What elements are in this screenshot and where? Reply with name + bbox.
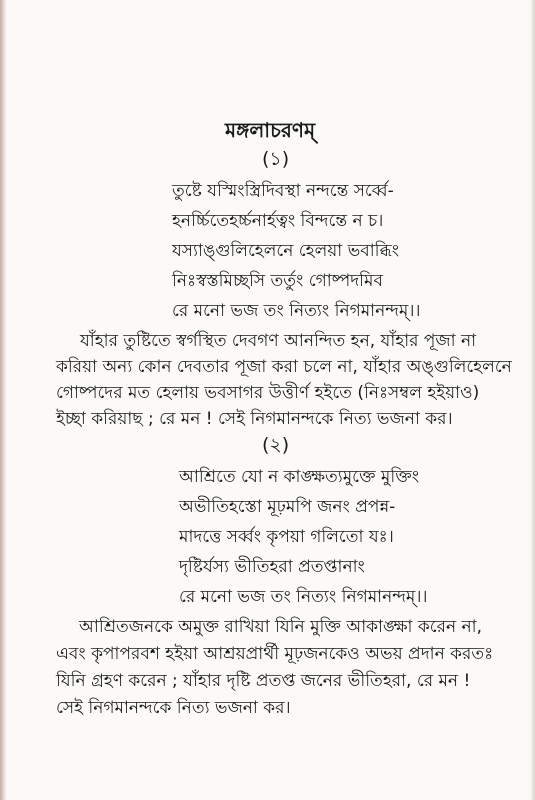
section-2-verse-line-5: রে মনো ভজ তং নিত্যং নিগমানন্দম্।। (179, 587, 428, 607)
section-1-verse-line-4: নিঃস্বস্তমিচ্ছসি তর্তুং গোষ্পদমিব (172, 271, 383, 291)
section-2-prose-line-1: আশ্রিতজনকে অমুক্ত রাখিয়া যিনি মুক্তি আকাঙ্ক্ষা করেন না, (79, 617, 482, 637)
section-2-prose-line-4: সেই নিগমানন্দকে নিত্য ভজনা কর। (56, 698, 291, 718)
page-right-edge (530, 0, 535, 800)
section-2-verse-line-4: দৃষ্টির্যস্য ভীতিহরা প্রতপ্তানাং (179, 557, 365, 577)
section-2-verse-line-2: অভীতিহস্তো মূঢ়মপি জনং প্রপন্ন- (179, 497, 396, 517)
section-1-prose-line-3: গোষ্পদের মত হেলায় ভবসাগর উত্তীর্ণ হইতে (নিঃসম্বল হইয়াও) (56, 383, 480, 403)
section-2-verse-line-3: মাদত্তে সর্ব্বং কৃপয়া গলিতো যঃ। (179, 527, 394, 547)
section-2-number: (২) (262, 434, 290, 456)
section-1-prose-line-1: যাঁহার তুষ্টিতে স্বর্গস্থিত দেবগণ আনন্দিত হন, যাঁহার পূজা না (80, 331, 477, 351)
section-1-verse-line-2: হনর্চ্চিতেহর্চ্চনার্হত্বং বিন্দন্তে ন চ। (172, 211, 384, 231)
section-2-prose-line-2: এবং কৃপাপরবশ হইয়া আশ্রয়প্রার্থী মূঢ়জনকেও অভয় প্রদান করতঃ (56, 644, 494, 664)
section-1-verse-line-3: যস্যাঙ্গুলিহেলনে হেলয়া ভবাব্ধিং (172, 241, 400, 261)
section-2-verse-line-1: আশ্রিতে যো ন কাঙ্ক্ষত্যমুক্তে মুক্তিং (179, 467, 420, 487)
section-1-prose-line-4: ইচ্ছা করিয়াছ ; রে মন ! সেই নিগমানন্দকে নিত্য ভজনা কর। (56, 409, 453, 429)
section-2-prose-line-3: যিনি গ্রহণ করেন ; যাঁহার দৃষ্টি প্রতপ্ত জনের ভীতিহরা, রে মন ! (56, 671, 471, 691)
section-1-verse-line-1: তুষ্টে যস্মিংস্ত্রিদিবস্থা নন্দন্তে সর্ব্বে- (172, 181, 394, 201)
page-title: মঙ্গলাচরণম্ (225, 118, 316, 142)
page-binding-edge (0, 0, 7, 800)
section-1-number: (১) (262, 148, 290, 170)
section-1-verse-line-5: রে মনো ভজ তং নিত্যং নিগমানন্দম্।। (172, 301, 421, 321)
section-1-prose-line-2: করিয়া অন্য কোন দেবতার পূজা করা চলে না, যাঁহার অঙ্গুলিহেলনে (56, 357, 512, 377)
